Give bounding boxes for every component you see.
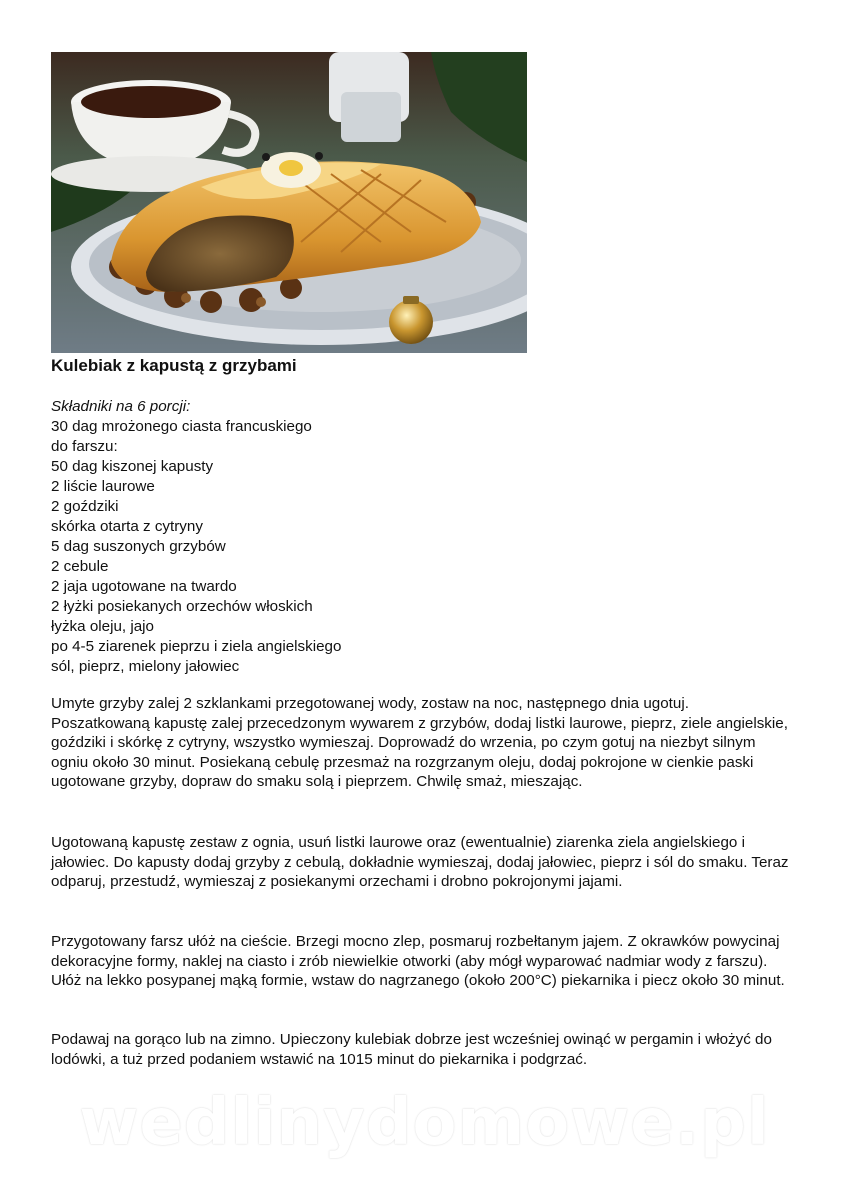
kulebiak-photo-illustration (51, 52, 527, 353)
instruction-paragraph: Umyte grzyby zalej 2 szklankami przegotowanej wody, zostaw na noc, następnego dnia ugotuj. Poszatkowaną kapustę zalej przecedzonym wywarem z grzybów, dodaj listki laurowe, pieprz, ziele angielskie, goździki i skórkę z cytryny, wszystko wymieszaj. Doprowadź do wrzenia, po czym gotuj na niezbyt silnym ogniu około 30 minut. Posiekaną cebulę przesmaż na rozgrzanym oleju, dodaj pokrojone w cienkie paski ugotowane grzyby, dopraw do smaku solą i pieprzem. Chwilę smaż, mieszając. (51, 695, 788, 791)
ingredient-item: skórka otarta z cytryny (51, 518, 203, 535)
ingredient-item: po 4-5 ziarenek pieprzu i ziela angielskiego (51, 638, 342, 655)
site-watermark: wedlinydomowe.pl (79, 1086, 770, 1160)
instruction-paragraph: Przygotowany farsz ułóż na cieście. Brzegi mocno zlep, posmaruj rozbełtanym jajem. Z okrawków powycinaj dekoracyjne formy, naklej na ciasto i zrób niewielkie otworki (aby mógł wyparować nadmiar wody z farszu). Ułóż na lekko posypanej mąką formie, wstaw do nagrzanego (około 200°C) piekarnika i piecz około 30 minut. (51, 933, 785, 990)
ingredient-item: 2 cebule (51, 558, 109, 575)
ingredient-item: 2 goździki (51, 498, 119, 515)
ingredient-item: łyżka oleju, jajo (51, 618, 154, 635)
instruction-paragraph: Ugotowaną kapustę zestaw z ognia, usuń listki laurowe oraz (ewentualnie) ziarenka ziela angielskiego i jałowiec. Do kapusty dodaj grzyby z cebulą, dokładnie wymieszaj, dodaj jałowiec, pieprz i sól do smaku. Teraz odparuj, przestudź, wymieszaj z posiekanymi orzechami i drobno pokrojonymi jajami. (51, 834, 789, 891)
ingredient-item: 30 dag mrożonego ciasta francuskiego (51, 418, 312, 435)
ingredient-item: do farszu: (51, 438, 118, 455)
recipe-photo (51, 52, 527, 353)
servings-label: Składniki na 6 porcji: (51, 398, 191, 415)
ingredient-item: 50 dag kiszonej kapusty (51, 458, 214, 475)
ingredients-list (51, 397, 341, 677)
instruction-paragraph: Podawaj na gorąco lub na zimno. Upieczony kulebiak dobrze jest wcześniej owinąć w pergamin i włożyć do lodówki, a tuż przed podaniem wstawić na 1015 minut do piekarnika i podgrzać. (51, 1031, 772, 1068)
ingredient-item: 2 liście laurowe (51, 478, 155, 495)
ingredient-item: 2 jaja ugotowane na twardo (51, 578, 237, 595)
ingredient-item: sól, pieprz, mielony jałowiec (51, 658, 240, 675)
recipe-title: Kulebiak z kapustą z grzybami (51, 356, 297, 375)
ingredient-item: 2 łyżki posiekanych orzechów włoskich (51, 598, 313, 615)
ingredient-item: 5 dag suszonych grzybów (51, 538, 226, 555)
